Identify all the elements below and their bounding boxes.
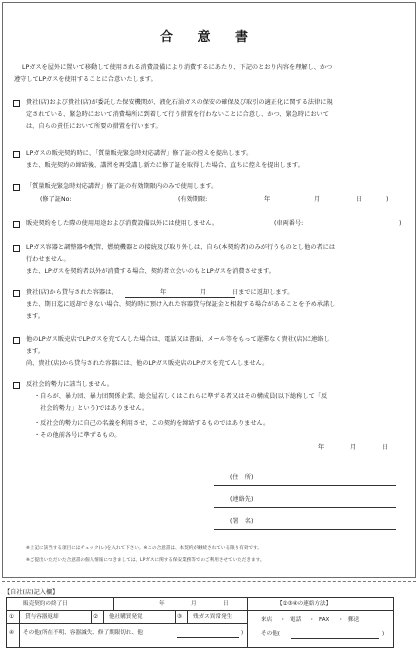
table-vrule-2 bbox=[247, 598, 248, 647]
item-5-line-3: また、LPガスを契約者以外が消費する場合、契約者立会いのもとLPガスを消費させます。 bbox=[26, 268, 275, 275]
reason-1-label[interactable]: 貸与容器返却 bbox=[25, 614, 59, 620]
agreement-date-year: 年 bbox=[318, 444, 325, 451]
reason-3-label[interactable]: 残ガス異常発生 bbox=[193, 614, 233, 620]
reason-4-label[interactable]: その他(所在不明、容器滅失、修了期限切れ、他 bbox=[23, 630, 143, 636]
return-day: 日までに返却します。 bbox=[232, 289, 294, 296]
contact-line[interactable] bbox=[214, 507, 396, 508]
table-vrule-5 bbox=[103, 610, 104, 623]
cert-no-label: (修了証No: bbox=[40, 196, 72, 203]
signature-label: (署 名) bbox=[230, 518, 254, 525]
item-7-line-2: ます。 bbox=[26, 348, 45, 355]
item-7-line-3: 尚、貴社(店)から貸与された容器には、他のLPガス販売店のLPガスを充てんしません。 bbox=[26, 360, 269, 367]
contract-end-day: 日 bbox=[223, 601, 229, 607]
method-dot-2: ・ bbox=[309, 617, 315, 623]
vehicle-number-label: (車両番号: bbox=[274, 220, 304, 227]
item-1-checkbox[interactable] bbox=[13, 100, 20, 107]
page-title: 合 意 書 bbox=[159, 30, 259, 45]
item-7-checkbox[interactable] bbox=[13, 337, 20, 344]
contract-end-month: 月 bbox=[191, 601, 197, 607]
method-other[interactable]: その他( bbox=[261, 631, 280, 637]
item-4-checkbox[interactable] bbox=[13, 221, 20, 228]
expiry-year: 年 bbox=[264, 196, 271, 203]
method-phone[interactable]: 電話 bbox=[290, 617, 302, 623]
expiry-day: 日 bbox=[356, 196, 363, 203]
contract-end-label: 販売契約の終了日 bbox=[23, 601, 68, 607]
item-2-checkbox[interactable] bbox=[13, 151, 20, 158]
vehicle-number-close: ) bbox=[399, 220, 402, 227]
antisocial-bullet-1b: 社会的勢力」という)ではありません。 bbox=[34, 405, 149, 412]
agreement-date-day: 日 bbox=[382, 444, 389, 451]
reason-1-number: ① bbox=[9, 614, 15, 620]
table-vrule-3 bbox=[19, 610, 20, 647]
note-1: ※上記に該当する項目にはチェック(レ)を入れて下さい。※この合意書は、本契約が継続されている限り有効です。 bbox=[26, 546, 262, 551]
method-mail[interactable]: 郵送 bbox=[348, 617, 360, 623]
table-vrule-1 bbox=[113, 598, 114, 610]
item-1-line-3: は、自らの責任において所要の措置を行います。 bbox=[26, 123, 162, 130]
return-month: 月 bbox=[200, 289, 207, 296]
return-year: 年 bbox=[160, 289, 167, 296]
in-house-section-label: 【自社(店)記入欄】 bbox=[4, 589, 59, 596]
reason-4-number: ④ bbox=[9, 630, 15, 636]
item-8-checkbox[interactable] bbox=[13, 382, 20, 389]
item-3-checkbox[interactable] bbox=[13, 184, 20, 191]
item-1-line-1: 貴社(店)および貴社(店)が委託した保安機関が、液化石油ガスの保安の確保及び取引の適正化に関する法律に規 bbox=[26, 99, 333, 106]
expiry-close: ) bbox=[386, 196, 389, 203]
address-label: (住 所) bbox=[230, 474, 254, 481]
item-6-line-3: ます。 bbox=[26, 313, 45, 320]
item-4-line-1: 販売契約をした際の使用用途および消費設備以外には使用しません。 bbox=[26, 220, 219, 227]
item-1-line-2: 定されている、緊急時において消費場所に到着して行う措置を行わないことに合意し、かつ、緊急時において bbox=[26, 111, 329, 118]
item-8-line-1: 反社会的勢力に該当しません。 bbox=[26, 381, 113, 388]
item-2-line-2: また、販売契約の締結後、講習を再受講し新たに修了証を取得した場合、直ちに控えを提出します。 bbox=[26, 162, 304, 169]
reason-2-label[interactable]: 他社購買発覚 bbox=[109, 614, 143, 620]
intro-line-2: 遵守してLPガスを使用することに合意いたします。 bbox=[14, 76, 157, 83]
agreement-date-month: 月 bbox=[350, 444, 357, 451]
table-vrule-4 bbox=[91, 610, 92, 623]
method-dot-1: ・ bbox=[280, 617, 286, 623]
contact-label: (連絡先) bbox=[230, 496, 254, 503]
expiry-label: (有効期限: bbox=[178, 196, 208, 203]
signature-line[interactable] bbox=[214, 529, 396, 530]
method-fax[interactable]: FAX bbox=[319, 617, 330, 623]
note-2: ※ご提出いただいた合意書の個人情報につきましては、LPガスに関する保安業務等でのご利用させていただきます。 bbox=[26, 558, 265, 563]
table-rule-1 bbox=[7, 610, 393, 611]
reason-3-number: ③ bbox=[177, 614, 183, 620]
table-rule-2 bbox=[7, 623, 247, 624]
item-3-line-1: 「質量販売緊急時対応講習」修了証の有効期限内のみで使用します。 bbox=[26, 183, 218, 190]
reason-4-close: ) bbox=[241, 630, 244, 636]
method-dot-3: ・ bbox=[338, 617, 344, 623]
reason-2-number: ② bbox=[93, 614, 99, 620]
table-vrule-7 bbox=[187, 610, 188, 623]
item-6-line-1: 貴社(店)から貸与された容器は、 bbox=[26, 289, 118, 296]
cut-line bbox=[2, 581, 416, 582]
address-line[interactable] bbox=[214, 485, 396, 486]
antisocial-bullet-3: ・その他前各号に準ずるもの。 bbox=[34, 432, 121, 439]
contact-method-header: 【②③④の連絡方法】 bbox=[277, 601, 332, 607]
reason-4-other-line[interactable] bbox=[177, 637, 239, 638]
item-2-line-1: LPガスの販売契約時に、「質量販売緊急時対応講習」修了証の控えを提出します。 bbox=[26, 150, 253, 157]
item-5-line-1: LPガス容器と調整器や配管、燃焼機器との接続及び取り外しは、自ら(本契約者)のみが行うものとし他の者には bbox=[26, 244, 336, 251]
intro-line-1: LPガスを屋外に置いて移動して使用される消費設備により消費するにあたり、下記のとおり内容を理解し、かつ bbox=[22, 64, 333, 71]
item-7-line-1: 他のLPガス販売店でLPガスを充てんした場合は、電話又は書面、メール等をもって遅滞なく貴社(店)に連絡し bbox=[26, 336, 330, 343]
antisocial-bullet-1: ・自らが、暴力団、暴力団関係企業、総会屋若しくはこれらに準ずる者又はその構成員(以下総称して「反 bbox=[34, 393, 328, 400]
return-date-underline bbox=[125, 297, 235, 298]
method-other-line[interactable] bbox=[291, 638, 379, 639]
method-visit[interactable]: 来店 bbox=[261, 617, 273, 623]
expiry-month: 月 bbox=[314, 196, 321, 203]
method-other-close: ) bbox=[382, 631, 385, 637]
item-5-checkbox[interactable] bbox=[13, 245, 20, 252]
item-6-line-2: また、期日迄に返却できない場合、契約時に預け入れた容器貸与保証金と相殺する場合があることを予め承諾し bbox=[26, 301, 336, 308]
contract-end-year: 年 bbox=[159, 601, 165, 607]
table-vrule-6 bbox=[175, 610, 176, 623]
item-6-checkbox[interactable] bbox=[13, 290, 20, 297]
item-5-line-2: 行わせません。 bbox=[26, 256, 70, 263]
antisocial-bullet-2: ・反社会的勢力に自己の名義を利用させ、この契約を締結するものではありません。 bbox=[34, 420, 270, 427]
in-house-table bbox=[6, 597, 394, 648]
